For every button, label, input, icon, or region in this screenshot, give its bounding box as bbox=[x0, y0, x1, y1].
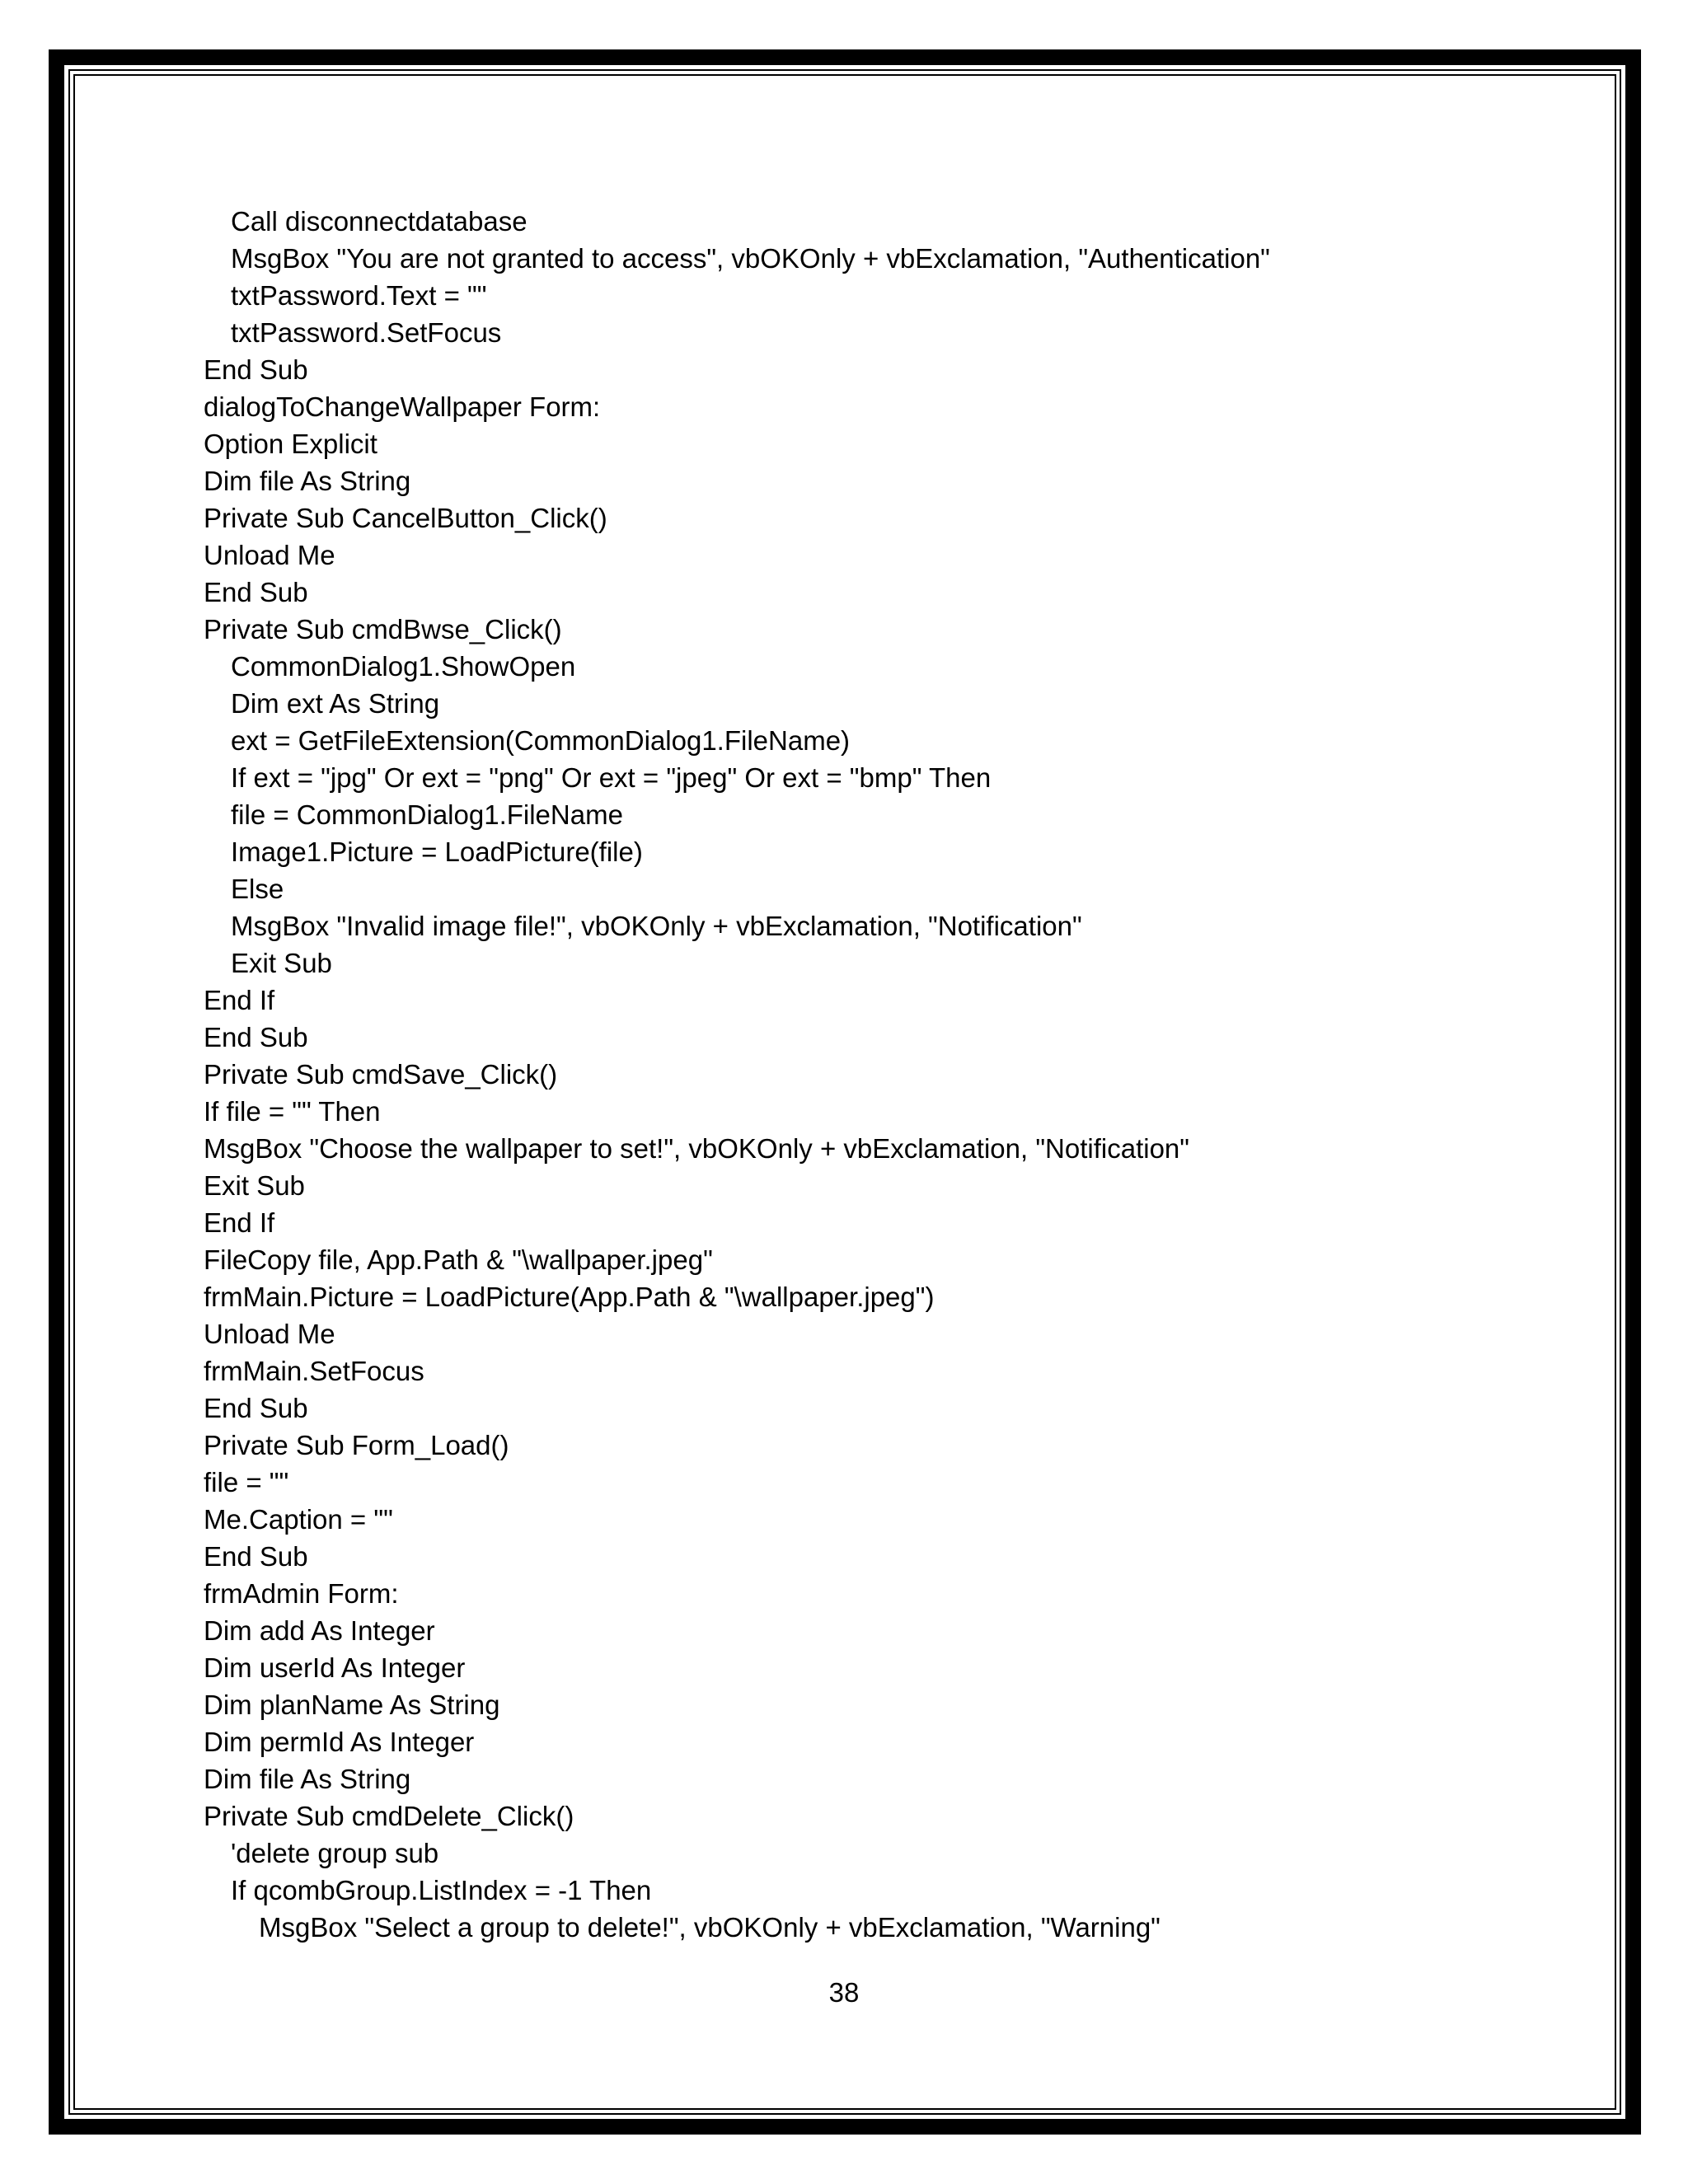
code-line: Me.Caption = "" bbox=[204, 1504, 393, 1535]
code-line: Private Sub cmdBwse_Click() bbox=[204, 614, 562, 644]
code-line: Private Sub cmdDelete_Click() bbox=[204, 1801, 574, 1831]
code-line: 'delete group sub bbox=[231, 1838, 439, 1868]
code-line: Unload Me bbox=[204, 540, 335, 570]
code-line: Option Explicit bbox=[204, 429, 377, 459]
code-line: frmAdmin Form: bbox=[204, 1578, 399, 1609]
code-line: Dim add As Integer bbox=[204, 1615, 435, 1646]
code-line: Dim planName As String bbox=[204, 1690, 500, 1720]
code-line: file = "" bbox=[204, 1467, 289, 1497]
code-line: If ext = "jpg" Or ext = "png" Or ext = "jpeg" Or ext = "bmp" Then bbox=[231, 762, 992, 793]
code-line: If file = "" Then bbox=[204, 1096, 381, 1127]
code-line: End Sub bbox=[204, 577, 308, 607]
code-line: MsgBox "Select a group to delete!", vbOKOnly + vbExclamation, "Warning" bbox=[259, 1912, 1160, 1943]
code-line: Dim permId As Integer bbox=[204, 1727, 475, 1757]
code-line: Private Sub Form_Load() bbox=[204, 1430, 509, 1460]
code-line: Private Sub cmdSave_Click() bbox=[204, 1059, 558, 1090]
code-line: file = CommonDialog1.FileName bbox=[231, 799, 623, 830]
code-line: End Sub bbox=[204, 1541, 308, 1572]
code-line: Private Sub CancelButton_Click() bbox=[204, 503, 607, 533]
code-line: MsgBox "Choose the wallpaper to set!", vbOKOnly + vbExclamation, "Notification" bbox=[204, 1133, 1189, 1164]
code-line: txtPassword.Text = "" bbox=[231, 280, 487, 311]
code-listing bbox=[204, 203, 1597, 1946]
code-line: Exit Sub bbox=[204, 1170, 305, 1201]
code-line: Dim file As String bbox=[204, 1764, 411, 1794]
code-line: ext = GetFileExtension(CommonDialog1.FileName) bbox=[231, 725, 851, 756]
code-line: End If bbox=[204, 1207, 275, 1238]
code-line: frmMain.Picture = LoadPicture(App.Path & "\wallpaper.jpeg") bbox=[204, 1282, 935, 1312]
code-line: Dim ext As String bbox=[231, 688, 440, 719]
code-line: MsgBox "You are not granted to access", vbOKOnly + vbExclamation, "Authentication" bbox=[231, 243, 1270, 274]
code-line: Image1.Picture = LoadPicture(file) bbox=[231, 837, 643, 867]
code-line: Dim userId As Integer bbox=[204, 1652, 466, 1683]
code-line: Exit Sub bbox=[231, 948, 332, 978]
code-line: Unload Me bbox=[204, 1319, 335, 1349]
code-line: Dim file As String bbox=[204, 466, 411, 496]
code-line: MsgBox "Invalid image file!", vbOKOnly + vbExclamation, "Notification" bbox=[231, 911, 1082, 941]
code-line: Call disconnectdatabase bbox=[231, 206, 528, 237]
code-line: Else bbox=[231, 874, 284, 904]
page-number: 38 bbox=[828, 1977, 860, 2008]
code-line: End Sub bbox=[204, 354, 308, 385]
code-line: FileCopy file, App.Path & "\wallpaper.jpeg" bbox=[204, 1244, 713, 1275]
code-line: If qcombGroup.ListIndex = -1 Then bbox=[231, 1875, 652, 1905]
code-line: End Sub bbox=[204, 1393, 308, 1423]
code-line: txtPassword.SetFocus bbox=[231, 317, 502, 348]
code-line: End If bbox=[204, 985, 275, 1015]
code-line: frmMain.SetFocus bbox=[204, 1356, 424, 1386]
code-line: dialogToChangeWallpaper Form: bbox=[204, 391, 601, 422]
code-line: CommonDialog1.ShowOpen bbox=[231, 651, 576, 682]
code-line: End Sub bbox=[204, 1022, 308, 1052]
